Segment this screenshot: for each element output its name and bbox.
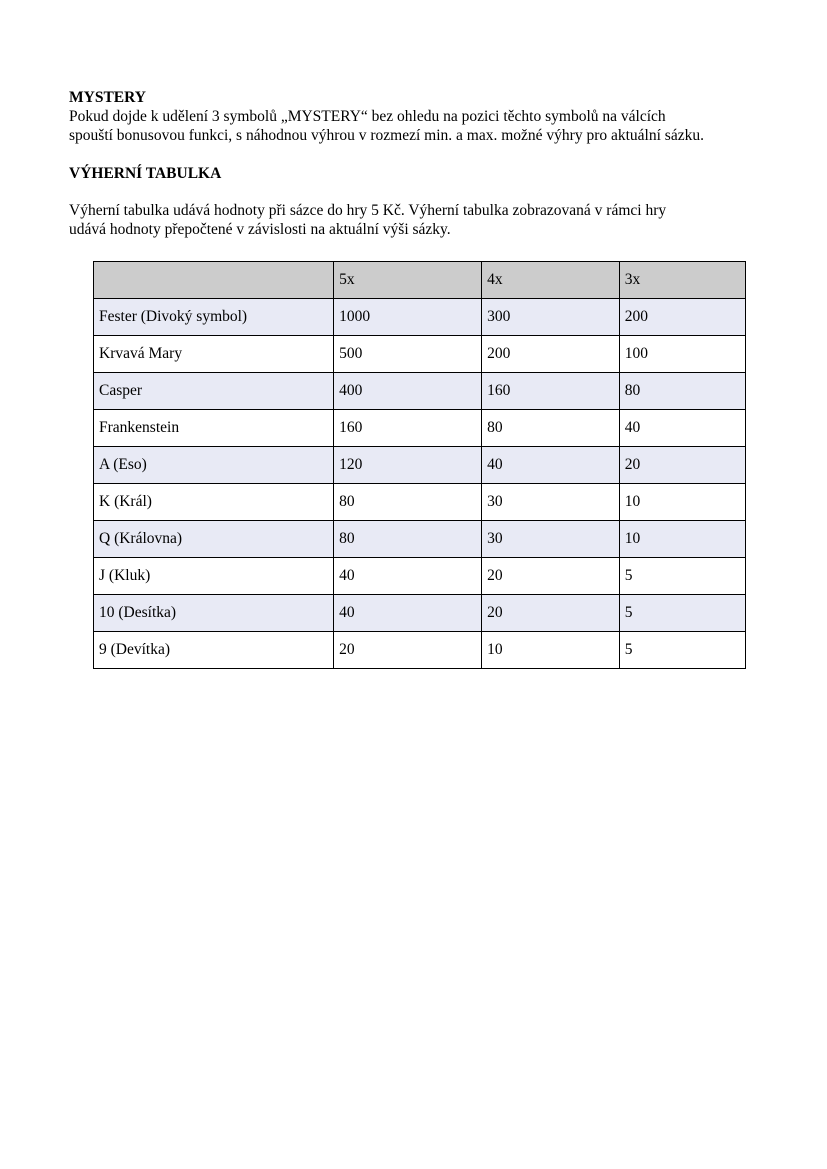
payout-5x: 120 [334, 447, 482, 484]
payout-4x: 200 [482, 336, 620, 373]
payout-4x: 300 [482, 299, 620, 336]
payout-4x: 20 [482, 595, 620, 632]
payout-5x: 500 [334, 336, 482, 373]
paytable-text-line-2: udává hodnoty přepočtené v závislosti na aktuální výši sázky. [69, 221, 451, 238]
header-5x: 5x [334, 262, 482, 299]
payout-3x: 5 [619, 558, 745, 595]
payout-5x: 40 [334, 558, 482, 595]
payout-3x: 5 [619, 595, 745, 632]
payout-3x: 80 [619, 373, 745, 410]
symbol-name: Casper [94, 373, 334, 410]
payout-4x: 80 [482, 410, 620, 447]
symbol-name: Q (Královna) [94, 521, 334, 558]
document-page [69, 89, 769, 239]
payout-3x: 10 [619, 521, 745, 558]
paytable-heading: VÝHERNÍ TABULKA [69, 165, 222, 182]
table-row [94, 521, 746, 558]
payout-5x: 80 [334, 484, 482, 521]
paytable [93, 261, 746, 669]
symbol-name: J (Kluk) [94, 558, 334, 595]
payout-3x: 100 [619, 336, 745, 373]
symbol-name: Frankenstein [94, 410, 334, 447]
payout-4x: 30 [482, 484, 620, 521]
payout-5x: 40 [334, 595, 482, 632]
table-row [94, 373, 746, 410]
table-row [94, 595, 746, 632]
payout-3x: 40 [619, 410, 745, 447]
payout-4x: 30 [482, 521, 620, 558]
payout-4x: 160 [482, 373, 620, 410]
table-row [94, 410, 746, 447]
symbol-name: 9 (Devítka) [94, 632, 334, 669]
table-row [94, 336, 746, 373]
payout-3x: 5 [619, 632, 745, 669]
mystery-heading: MYSTERY [69, 89, 146, 106]
paytable-text-line-1: Výherní tabulka udává hodnoty při sázce do hry 5 Kč. Výherní tabulka zobrazovaná v rámci hry [69, 202, 667, 219]
payout-5x: 400 [334, 373, 482, 410]
header-4x: 4x [482, 262, 620, 299]
symbol-name: Fester (Divoký symbol) [94, 299, 334, 336]
payout-3x: 200 [619, 299, 745, 336]
paytable-header-row [94, 262, 746, 299]
symbol-name: Krvavá Mary [94, 336, 334, 373]
payout-5x: 20 [334, 632, 482, 669]
payout-4x: 40 [482, 447, 620, 484]
table-row [94, 558, 746, 595]
payout-5x: 160 [334, 410, 482, 447]
table-row [94, 484, 746, 521]
mystery-text-line-1: Pokud dojde k udělení 3 symbolů „MYSTERY“ bez ohledu na pozici těchto symbolů na válcích [69, 108, 666, 125]
payout-5x: 1000 [334, 299, 482, 336]
table-row [94, 632, 746, 669]
header-3x: 3x [619, 262, 745, 299]
symbol-name: 10 (Desítka) [94, 595, 334, 632]
symbol-name: K (Král) [94, 484, 334, 521]
payout-3x: 20 [619, 447, 745, 484]
payout-4x: 10 [482, 632, 620, 669]
table-row [94, 299, 746, 336]
symbol-name: A (Eso) [94, 447, 334, 484]
header-symbol [94, 262, 334, 299]
payout-4x: 20 [482, 558, 620, 595]
payout-5x: 80 [334, 521, 482, 558]
payout-3x: 10 [619, 484, 745, 521]
table-row [94, 447, 746, 484]
mystery-text-line-2: spouští bonusovou funkci, s náhodnou výhrou v rozmezí min. a max. možné výhry pro aktuální sázku. [69, 127, 704, 144]
